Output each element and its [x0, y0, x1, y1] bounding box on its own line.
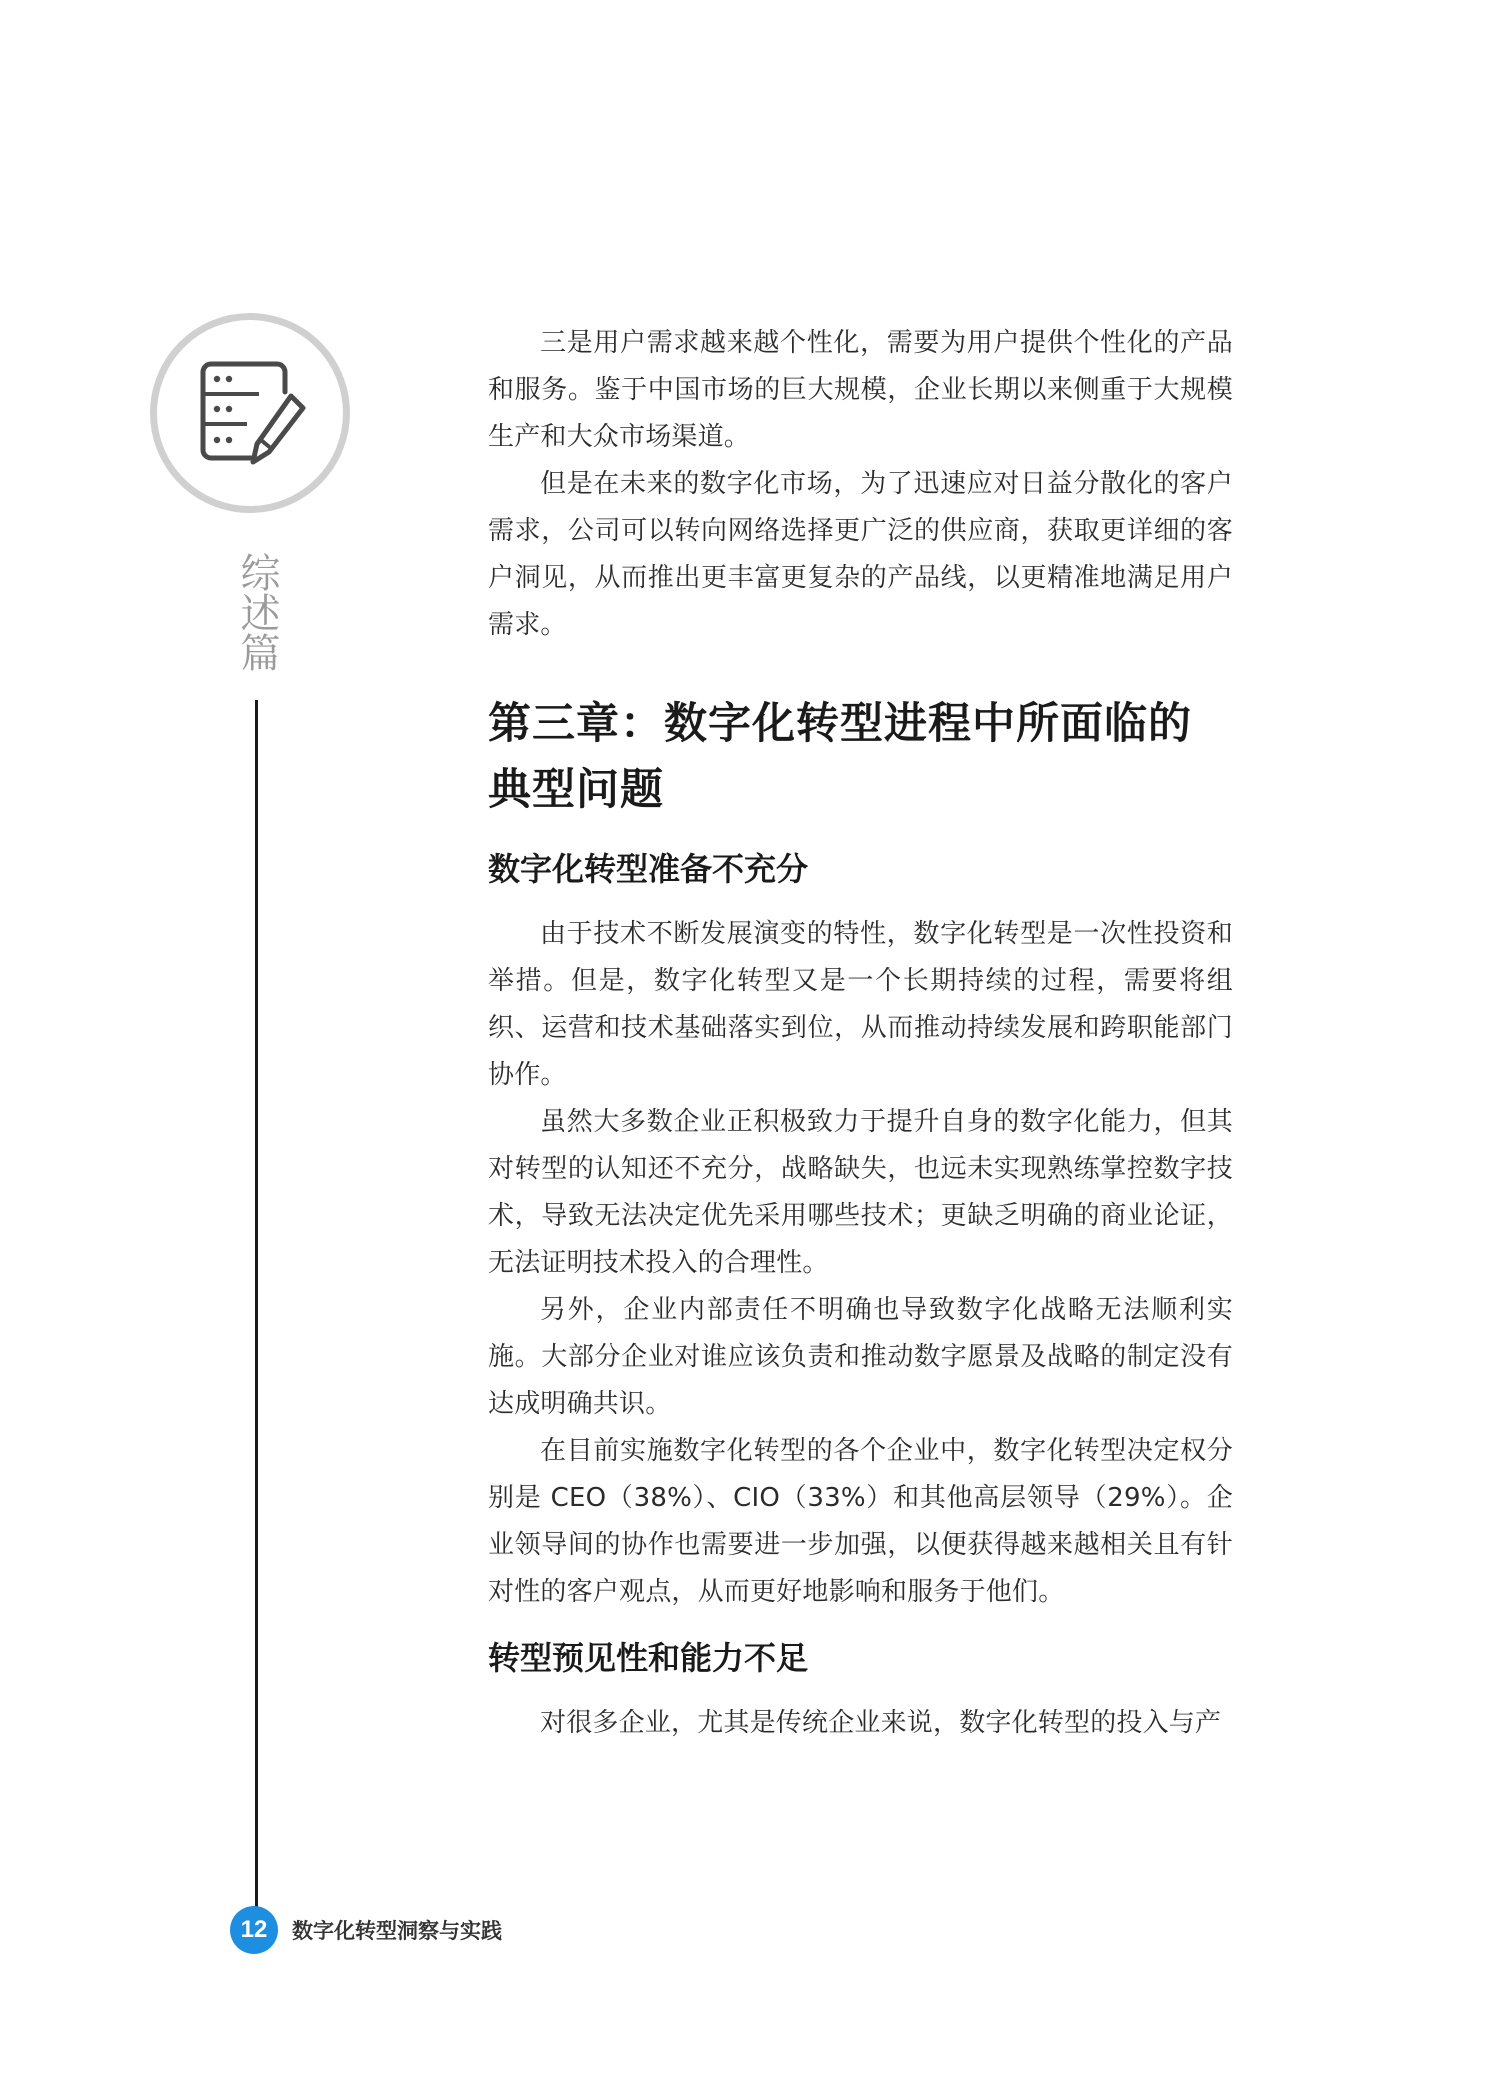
section-icon-circle	[150, 313, 350, 513]
section-label: 综述篇	[234, 552, 280, 672]
main-content	[488, 320, 1233, 1747]
page-footer	[230, 1905, 502, 1955]
intro-paragraph: 三是用户需求越来越个性化，需要为用户提供个性化的产品和服务。鉴于中国市场的巨大规模，企业长期以来侧重于大规模生产和大众市场渠道。	[488, 328, 1233, 452]
section-heading: 数字化转型准备不充分	[488, 850, 809, 888]
page-number: 12	[230, 1906, 278, 1954]
body-paragraph: 虽然大多数企业正积极致力于提升自身的数字化能力，但其对转型的认知还不充分，战略缺失，也远未实现熟练掌控数字技术，导致无法决定优先采用哪些技术；更缺乏明确的商业论证，无法证明技术投入的合理性。	[488, 1107, 1233, 1278]
body-paragraph: 对很多企业，尤其是传统企业来说，数字化转型的投入与产	[540, 1708, 1222, 1738]
section-heading: 转型预见性和能力不足	[488, 1639, 809, 1677]
sidebar-divider	[255, 700, 258, 1910]
document-edit-icon	[199, 358, 311, 470]
body-paragraph: 在目前实施数字化转型的各个企业中，数字化转型决定权分别是 CEO（38%）、CIO（33%）和其他高层领导（29%）。企业领导间的协作也需要进一步加强，以便获得越来越相关且有针对性的客户观点，从而更好地影响和服务于他们。	[488, 1436, 1233, 1607]
body-paragraph: 由于技术不断发展演变的特性，数字化转型是一次性投资和举措。但是，数字化转型又是一个长期持续的过程，需要将组织、运营和技术基础落实到位，从而推动持续发展和跨职能部门协作。	[488, 919, 1233, 1090]
body-paragraph: 另外，企业内部责任不明确也导致数字化战略无法顺利实施。大部分企业对谁应该负责和推动数字愿景及战略的制定没有达成明确共识。	[488, 1295, 1233, 1419]
book-title: 数字化转型洞察与实践	[292, 1919, 502, 1943]
intro-paragraph: 但是在未来的数字化市场，为了迅速应对日益分散化的客户需求，公司可以转向网络选择更广泛的供应商，获取更详细的客户洞见，从而推出更丰富更复杂的产品线，以更精准地满足用户需求。	[488, 469, 1233, 640]
chapter-title: 第三章：数字化转型进程中所面临的典型问题	[488, 699, 1192, 815]
